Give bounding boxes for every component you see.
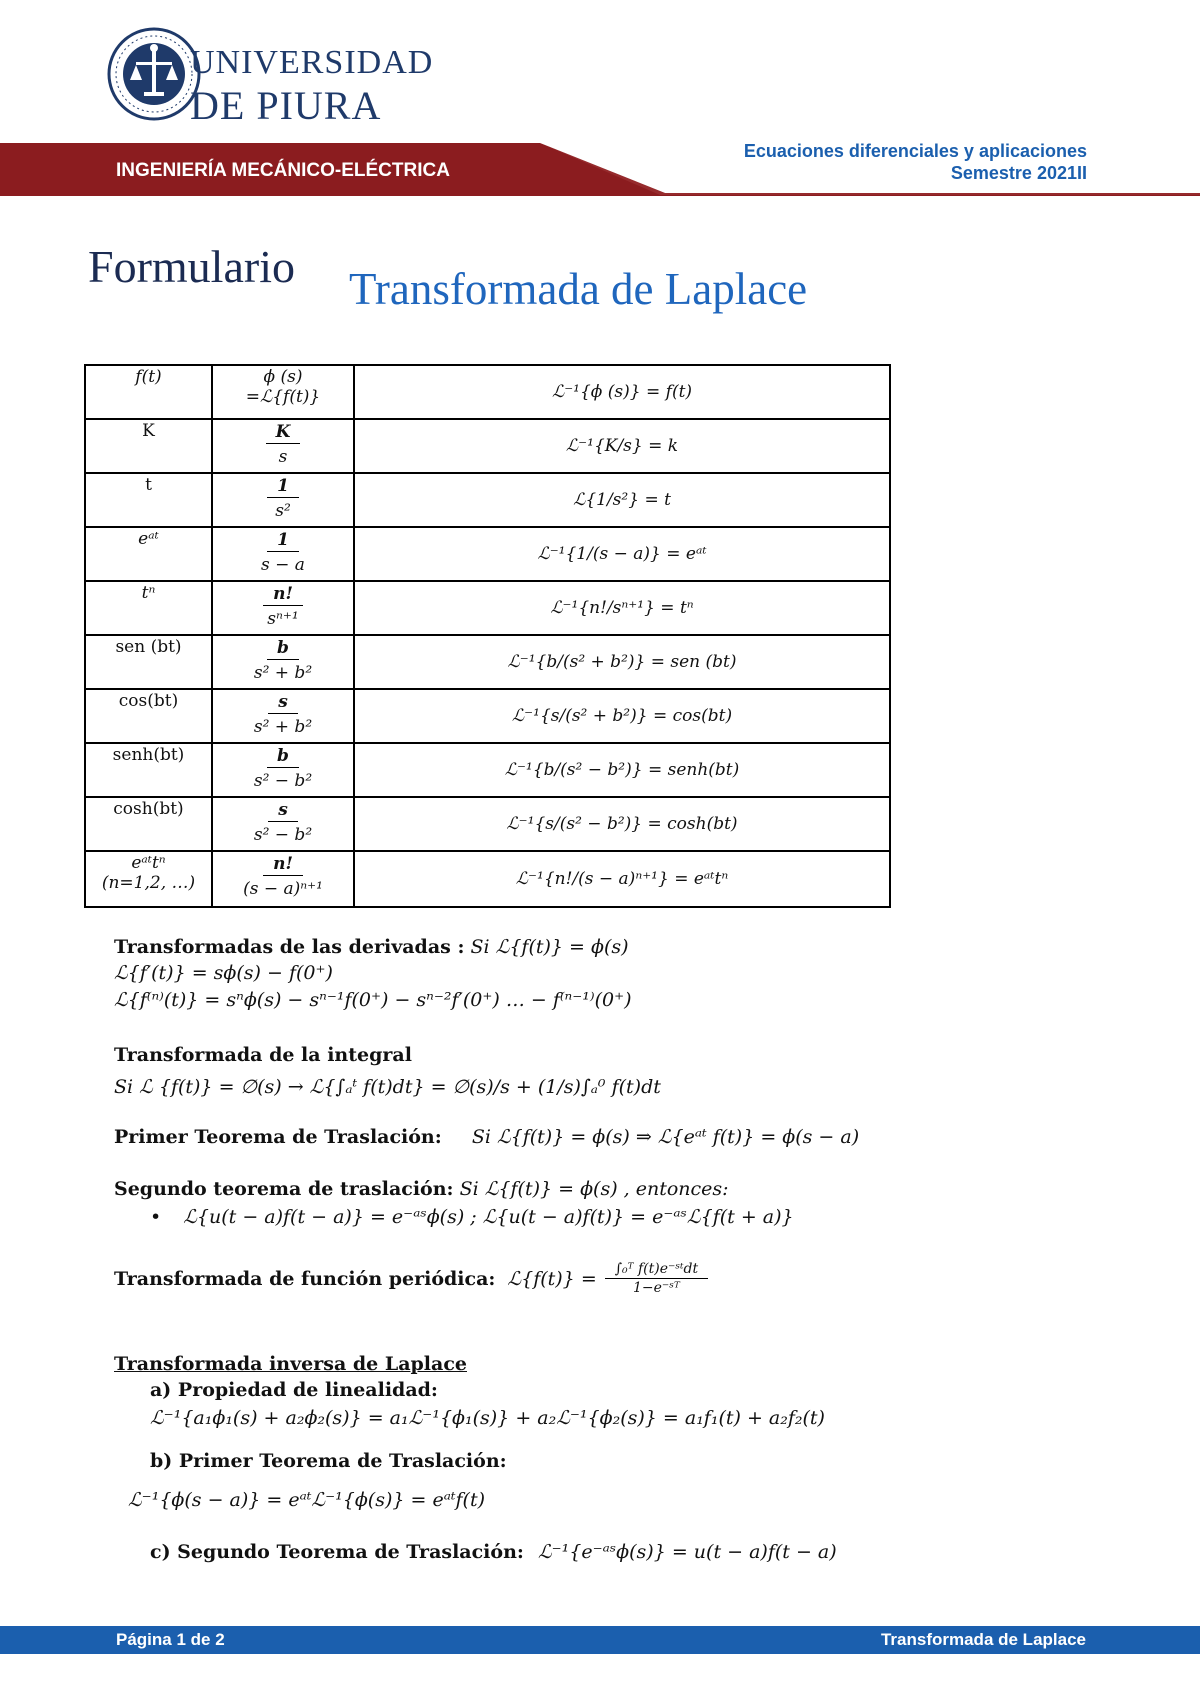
header-phi-line1: ϕ (s) (263, 367, 303, 387)
frac-den: s − a (261, 555, 305, 575)
periodic-den: 1−e⁻ˢᵀ (632, 1280, 680, 1296)
table-row (85, 851, 890, 907)
bullet: • (150, 1206, 162, 1228)
row-f-line2: (n=1,2, …) (101, 873, 196, 893)
page-subtitle: Transformada de Laplace (349, 264, 808, 314)
frac-num: n! (263, 853, 303, 876)
second-shift-formula: ℒ{u(t − a)f(t − a)} = e⁻ᵃˢϕ(s) ; ℒ{u(t − a)f(t)} = e⁻ᵃˢℒ{f(t + a)} (183, 1206, 794, 1228)
table-row (85, 743, 890, 797)
second-shift-condition: Si ℒ{f(t)} = ϕ(s) , entonces: (453, 1178, 729, 1200)
frac-num: 1 (267, 529, 299, 552)
row-inverse: ℒ⁻¹{b/(s² + b²)} = sen (bt) (354, 635, 890, 689)
periodic (114, 1260, 708, 1297)
university-name-line1: UNIVERSIDAD (190, 44, 434, 81)
frac-num: n! (263, 583, 303, 606)
row-inverse: ℒ⁻¹{b/(s² − b²)} = senh(bt) (354, 743, 890, 797)
row-f: cos(bt) (85, 689, 212, 743)
program-name: INGENIERÍA MECÁNICO-ELÉCTRICA (116, 160, 450, 181)
derivatives-label: Transformadas de las derivadas : (114, 936, 465, 958)
row-phi (212, 581, 354, 635)
row-inverse: ℒ⁻¹{n!/sⁿ⁺¹} = tⁿ (354, 581, 890, 635)
header-phi-line2: =ℒ{f(t)} (245, 387, 321, 407)
row-f: cosh(bt) (85, 797, 212, 851)
second-shift-label: Segundo teorema de traslación: (114, 1178, 454, 1200)
row-f: senh(bt) (85, 743, 212, 797)
table-row (85, 635, 890, 689)
university-seal-icon (106, 26, 202, 122)
row-phi (212, 689, 354, 743)
row-f (85, 851, 212, 907)
frac-den: s (278, 447, 288, 467)
first-shift-label: Primer Teorema de Traslación: (114, 1126, 442, 1148)
derivative-first: ℒ{f′(t)} = sϕ(s) − f(0⁺) (114, 962, 333, 984)
frac-num: K (266, 421, 301, 444)
periodic-fraction (605, 1260, 708, 1297)
frac-num: 1 (267, 475, 299, 498)
integral-label: Transformada de la integral (114, 1044, 412, 1066)
frac-den: sⁿ⁺¹ (267, 609, 299, 629)
row-phi (212, 635, 354, 689)
page-number: Página 1 de 2 (116, 1630, 225, 1649)
first-shift (114, 1126, 859, 1148)
integral-heading (114, 1044, 412, 1066)
row-inverse: ℒ{1/s²} = t (354, 473, 890, 527)
table-row (85, 419, 890, 473)
frac-den: s² + b² (253, 663, 313, 683)
frac-den: s² − b² (253, 771, 313, 791)
course-info (744, 140, 1087, 184)
row-inverse: ℒ⁻¹{s/(s² − b²)} = cosh(bt) (354, 797, 890, 851)
frac-num: b (267, 637, 299, 660)
row-phi (212, 473, 354, 527)
table-row (85, 473, 890, 527)
row-phi (212, 419, 354, 473)
table-header-row (85, 365, 890, 419)
row-f: eᵃᵗ (85, 527, 212, 581)
linearity-heading (150, 1379, 438, 1401)
row-phi (212, 851, 354, 907)
derivatives-heading (114, 936, 629, 958)
periodic-lhs: ℒ{f(t)} = (507, 1267, 597, 1290)
inverse-title-text: Transformada inversa de Laplace (114, 1353, 467, 1375)
integral-formula: Si ℒ {f(t)} = ∅(s) → ℒ{∫ₐᵗ f(t)dt} = ∅(s)/s + (1/s)∫ₐ⁰ f(t)dt (114, 1076, 661, 1098)
first-shift-formula: Si ℒ{f(t)} = ϕ(s) ⇒ ℒ{eᵃᵗ f(t)} = ϕ(s − a) (471, 1126, 860, 1148)
university-logo (106, 26, 476, 126)
inverse-first-shift-heading (150, 1450, 507, 1472)
table-row (85, 797, 890, 851)
row-f: tⁿ (85, 581, 212, 635)
row-f: t (85, 473, 212, 527)
frac-den: s² + b² (253, 717, 313, 737)
row-phi (212, 527, 354, 581)
table-row (85, 527, 890, 581)
periodic-label: Transformada de función periódica: (114, 1267, 496, 1290)
periodic-num: ∫₀ᵀ f(t)e⁻ˢᵗdt (605, 1260, 708, 1279)
row-inverse: ℒ⁻¹{s/(s² + b²)} = cos(bt) (354, 689, 890, 743)
page-title: Formulario (88, 241, 295, 292)
inverse-second-shift-formula: ℒ⁻¹{e⁻ᵃˢϕ(s)} = u(t − a)f(t − a) (537, 1541, 837, 1563)
footer-topic: Transformada de Laplace (880, 1630, 1086, 1649)
table-row (85, 689, 890, 743)
derivative-nth: ℒ{f⁽ⁿ⁾(t)} = sⁿϕ(s) − sⁿ⁻¹f(0⁺) − sⁿ⁻²f′(0⁺) … − f⁽ⁿ⁻¹⁾(0⁺) (114, 989, 632, 1011)
frac-num: s (268, 799, 298, 822)
derivatives-condition: Si ℒ{f(t)} = ϕ(s) (464, 936, 629, 958)
row-f: sen (bt) (85, 635, 212, 689)
header-inverse: ℒ⁻¹{ϕ (s)} = f(t) (354, 365, 890, 419)
frac-num: b (267, 745, 299, 768)
semester: Semestre 2021II (950, 163, 1087, 183)
header-ft: f(t) (85, 365, 212, 419)
frac-den: s² (275, 501, 291, 521)
inverse-second-shift-label: c) Segundo Teorema de Traslación: (150, 1541, 524, 1563)
inverse-second-shift (150, 1541, 837, 1563)
frac-den: (s − a)ⁿ⁺¹ (243, 879, 323, 899)
laplace-table (84, 364, 891, 908)
row-inverse: ℒ⁻¹{K/s} = k (354, 419, 890, 473)
university-name-line2: DE PIURA (190, 83, 382, 128)
inverse-first-shift-label: b) Primer Teorema de Traslación: (150, 1450, 507, 1472)
linearity-formula: ℒ⁻¹{a₁ϕ₁(s) + a₂ϕ₂(s)} = a₁ℒ⁻¹{ϕ₁(s)} + a₂ℒ⁻¹{ϕ₂(s)} = a₁f₁(t) + a₂f₂(t) (150, 1407, 825, 1429)
inverse-first-shift-formula: ℒ⁻¹{ϕ(s − a)} = eᵃᵗℒ⁻¹{ϕ(s)} = eᵃᵗf(t) (128, 1489, 486, 1511)
frac-den: s² − b² (253, 825, 313, 845)
row-phi (212, 743, 354, 797)
row-inverse: ℒ⁻¹{1/(s − a)} = eᵃᵗ (354, 527, 890, 581)
row-phi (212, 797, 354, 851)
second-shift-item (150, 1206, 794, 1228)
header-phi (212, 365, 354, 419)
row-f-line1: eᵃᵗtⁿ (131, 853, 166, 873)
frac-num: s (268, 691, 298, 714)
row-inverse: ℒ⁻¹{n!/(s − a)ⁿ⁺¹} = eᵃᵗtⁿ (354, 851, 890, 907)
second-shift (114, 1178, 729, 1200)
table-row (85, 581, 890, 635)
course-name: Ecuaciones diferenciales y aplicaciones (743, 141, 1087, 161)
row-f: K (85, 419, 212, 473)
linearity-label: a) Propiedad de linealidad: (150, 1379, 438, 1401)
inverse-title (114, 1353, 467, 1375)
